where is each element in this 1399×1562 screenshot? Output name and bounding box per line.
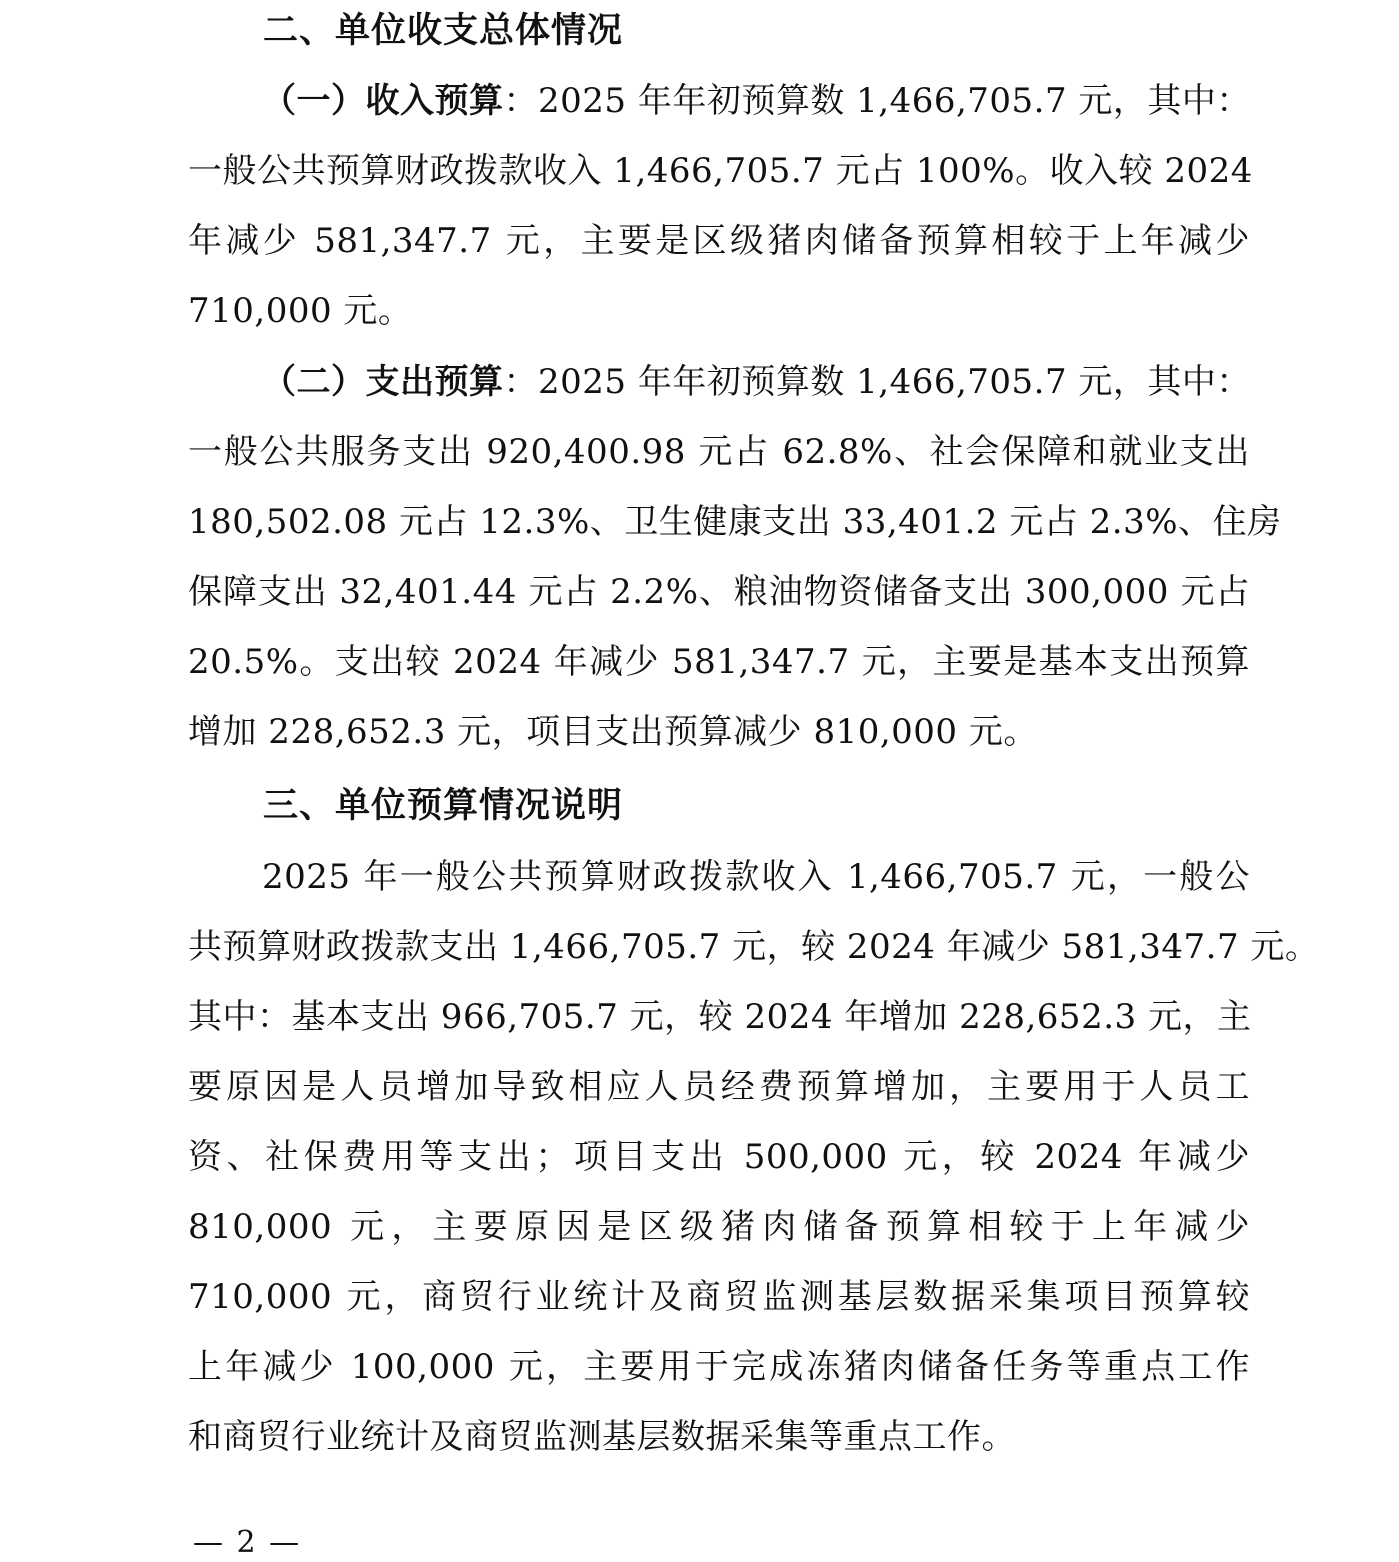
paragraph-line: 2025 年一般公共预算财政拨款收入 1,466,705.7 元，一般公 <box>262 857 1250 897</box>
paragraph-line: 710,000 元，商贸行业统计及商贸监测基层数据采集项目预算较 <box>188 1277 1250 1317</box>
paragraph-line: 一般公共服务支出 920,400.98 元占 62.8%、社会保障和就业支出 <box>188 432 1250 472</box>
paragraph-line: 其中：基本支出 966,705.7 元，较 2024 年增加 228,652.3 元，主 <box>188 997 1252 1037</box>
section-heading-overall-income-expenditure: 二、单位收支总体情况 <box>263 11 624 51</box>
budget-explanation-paragraph <box>188 842 1320 1472</box>
paragraph-line: （一）收入预算：2025 年年初预算数 1,466,705.7 元，其中： <box>262 81 1251 121</box>
paragraph-line: 增加 228,652.3 元，项目支出预算减少 810,000 元。 <box>188 712 1038 752</box>
paragraph-line: 一般公共预算财政拨款收入 1,466,705.7 元占 100%。收入较 2024 <box>188 151 1253 191</box>
paragraph-line: 资、社保费用等支出；项目支出 500,000 元，较 2024 年减少 <box>188 1137 1250 1177</box>
paragraph-line: 保障支出 32,401.44 元占 2.2%、粮油物资储备支出 300,000 元占 <box>188 572 1250 612</box>
paragraph-line: 810,000 元，主要原因是区级猪肉储备预算相较于上年减少 <box>188 1207 1250 1247</box>
expenditure-budget-paragraph <box>188 347 1282 767</box>
paragraph-line: 180,502.08 元占 12.3%、卫生健康支出 33,401.2 元占 2.3%、住房 <box>188 502 1282 542</box>
income-budget-label: （一）收入预算 <box>262 81 504 121</box>
paragraph-line: （二）支出预算：2025 年年初预算数 1,466,705.7 元，其中： <box>262 362 1251 402</box>
paragraph-line: 上年减少 100,000 元，主要用于完成冻猪肉储备任务等重点工作 <box>188 1347 1250 1387</box>
page-number: — 2 — <box>193 1525 302 1560</box>
expenditure-budget-label: （二）支出预算 <box>262 362 504 402</box>
paragraph-line: 年减少 581,347.7 元，主要是区级猪肉储备预算相较于上年减少 <box>188 221 1250 261</box>
paragraph-line: 20.5%。支出较 2024 年减少 581,347.7 元，主要是基本支出预算 <box>188 642 1250 682</box>
paragraph-line: 要原因是人员增加导致相应人员经费预算增加，主要用于人员工 <box>188 1067 1250 1107</box>
income-budget-paragraph <box>188 66 1253 346</box>
paragraph-line: 共预算财政拨款支出 1,466,705.7 元，较 2024 年减少 581,347.7 元。 <box>188 927 1320 967</box>
paragraph-line: 和商贸行业统计及商贸监测基层数据采集等重点工作。 <box>188 1417 1016 1457</box>
paragraph-line: 710,000 元。 <box>188 291 413 331</box>
section-heading-budget-explanation: 三、单位预算情况说明 <box>263 786 624 826</box>
